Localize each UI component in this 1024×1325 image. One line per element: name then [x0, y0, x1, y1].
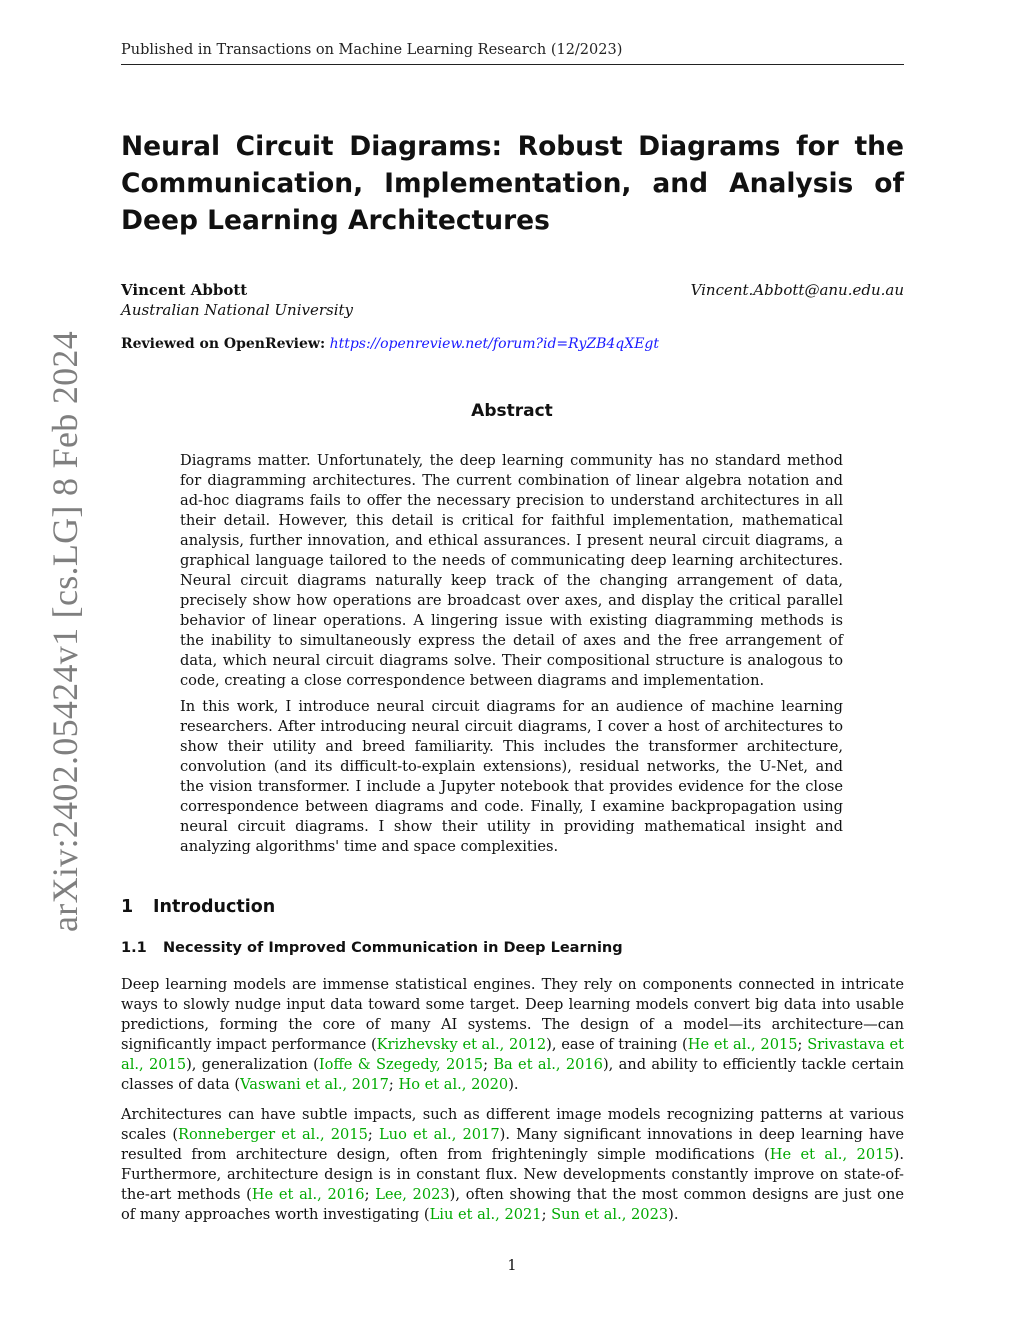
page-number: 1: [507, 1258, 517, 1274]
body-text: [121, 975, 904, 1235]
citation-link[interactable]: Lee, 2023: [375, 1186, 450, 1203]
author-email: Vincent.Abbott@anu.edu.au: [690, 281, 904, 299]
citation-link[interactable]: Liu et al., 2021: [429, 1206, 542, 1223]
paper-title: Neural Circuit Diagrams: Robust Diagrams for the Communication, Implementation, and Analysis of Deep Learning Architectures: [121, 131, 904, 236]
subsection-heading: [121, 940, 623, 956]
section-number: 1: [121, 897, 134, 917]
citation-link[interactable]: Ba et al., 2016: [493, 1056, 603, 1073]
body-paragraph: Deep learning models are immense statistical engines. They rely on components connected in intricate ways to slowly nudge input data toward some target. Deep learning models convert big data into usable predictions, forming the core of many AI systems. The design of a model—its architecture—can significantly impact performance (Krizhevsky et al., 2012), ease of training (He et al., 2015; Srivastava et al., 2015), generalization (Ioffe & Szegedy, 2015; Ba et al., 2016), and ability to efficiently tackle certain classes of data (Vaswani et al., 2017; Ho et al., 2020).: [121, 976, 905, 1093]
citation-link[interactable]: Vaswani et al., 2017: [240, 1076, 389, 1093]
citation-link[interactable]: He et al., 2015: [769, 1146, 894, 1163]
citation-link[interactable]: He et al., 2015: [687, 1036, 798, 1053]
review-line: [121, 336, 659, 352]
citation-link[interactable]: Sun et al., 2023: [551, 1206, 669, 1223]
citation-link[interactable]: Ioffe & Szegedy, 2015: [318, 1056, 484, 1073]
section-title: Introduction: [153, 897, 276, 917]
citation-link[interactable]: Krizhevsky et al., 2012: [376, 1036, 547, 1053]
author-affiliation: Australian National University: [121, 301, 354, 319]
subsection-title: Necessity of Improved Communication in Deep Learning: [163, 940, 623, 956]
subsection-number: 1.1: [121, 940, 147, 956]
openreview-link[interactable]: https://openreview.net/forum?id=RyZB4qXEgt: [329, 336, 660, 352]
section-heading: [121, 897, 275, 917]
abstract-paragraph: Diagrams matter. Unfortunately, the deep learning community has no standard method for diagramming architectures. The current combination of linear algebra notation and ad-hoc diagrams fails to offer the necessary precision to understand architectures in all their detail. However, this detail is critical for faithful implementation, mathematical analysis, further innovation, and ethical assurances. I present neural circuit diagrams, a graphical language tailored to the needs of communicating deep learning architectures. Neural circuit diagrams naturally keep track of the changing arrangement of data, precisely show how operations are broadcast over axes, and display the critical parallel behavior of linear operations. A lingering issue with existing diagramming methods is the inability to simultaneously express the detail of axes and the free arrangement of data, which neural circuit diagrams solve. Their compositional structure is analogous to code, creating a close correspondence between diagrams and implementation.: [180, 452, 843, 689]
citation-link[interactable]: Luo et al., 2017: [378, 1126, 500, 1143]
abstract-paragraph: In this work, I introduce neural circuit diagrams for an audience of machine learning researchers. After introducing neural circuit diagrams, I cover a host of architectures to show their utility and breed familiarity. This includes the transformer architecture, convolution (and its difficult-to-explain extensions), residual networks, the U-Net, and the vision transformer. I include a Jupyter notebook that provides evidence for the close correspondence between diagrams and code. Finally, I examine backpropagation using neural circuit diagrams. I show their utility in providing mathematical insight and analyzing algorithms' time and space complexities.: [180, 698, 843, 855]
citation-link[interactable]: Ronneberger et al., 2015: [178, 1126, 368, 1143]
citation-link[interactable]: Srivastava et al., 2015: [121, 1036, 904, 1073]
citation-link[interactable]: He et al., 2016: [251, 1186, 365, 1203]
running-header: Published in Transactions on Machine Learning Research (12/2023): [121, 42, 904, 65]
abstract-body: [180, 451, 843, 863]
author-name: Vincent Abbott: [121, 281, 248, 299]
arxiv-stamp: arXiv:2402.05424v1 [cs.LG] 8 Feb 2024: [45, 330, 85, 932]
abstract-heading: Abstract: [471, 401, 553, 421]
review-label: Reviewed on OpenReview:: [121, 336, 326, 352]
body-paragraph: Architectures can have subtle impacts, such as different image models recognizing patterns at various scales (Ronneberger et al., 2015; Luo et al., 2017). Many significant innovations in deep learning have resulted from architecture design, often from frighteningly simple modifications (He et al., 2015). Furthermore, architecture design is in constant flux. New developments constantly improve on state-of-the-art methods (He et al., 2016; Lee, 2023), often showing that the most common designs are just one of many approaches worth investigating (Liu et al., 2021; Sun et al., 2023).: [121, 1106, 905, 1223]
author-block: [121, 281, 904, 319]
citation-link[interactable]: Ho et al., 2020: [398, 1076, 509, 1093]
